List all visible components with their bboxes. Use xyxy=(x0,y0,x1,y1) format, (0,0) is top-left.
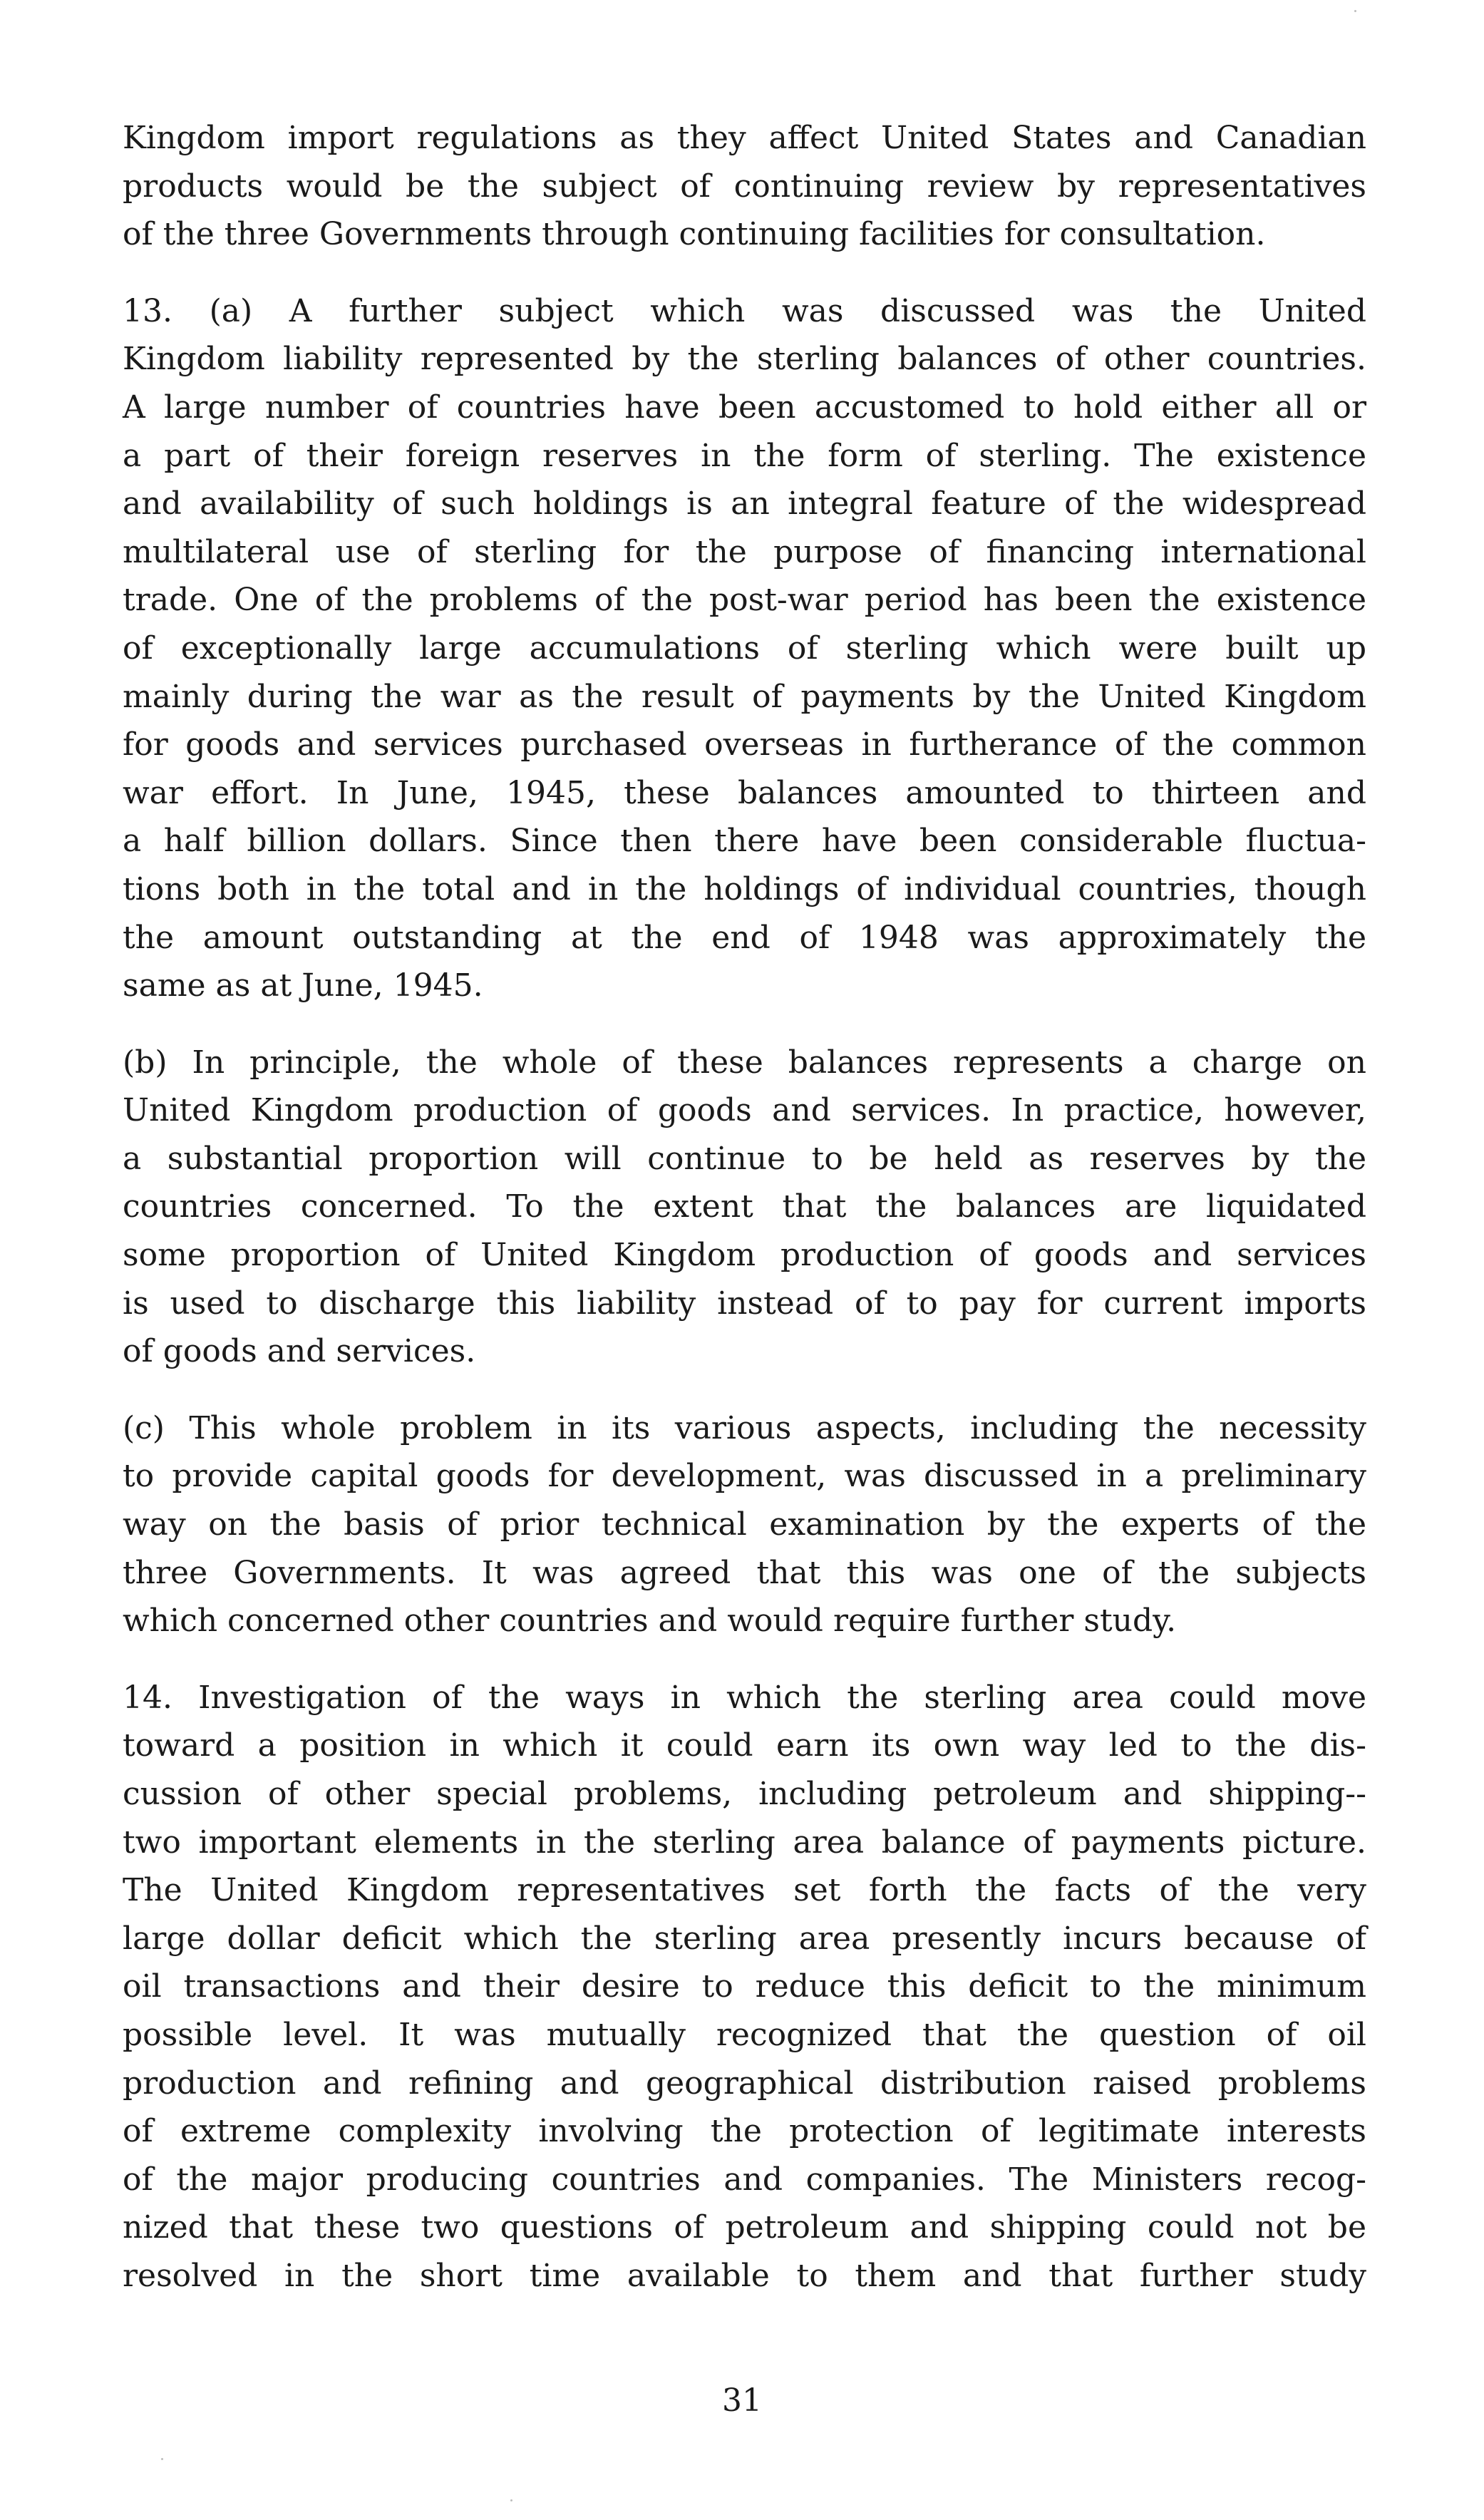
text-line: a half billion dollars. Since then there have been considerable fluctua- xyxy=(123,823,1366,860)
page-number: 31 xyxy=(722,2382,762,2419)
text-line: multilateral use of sterling for the purpose of financing international xyxy=(123,533,1366,570)
scan-speck xyxy=(161,2458,163,2460)
text-line: countries concerned. To the extent that the balances are liquidated xyxy=(123,1188,1366,1225)
text-line: for goods and services purchased overseas in furtherance of the common xyxy=(123,726,1366,763)
text-line: and availability of such holdings is an integral feature of the widespread xyxy=(123,485,1366,523)
text-line: Kingdom import regulations as they affect United States and Canadian xyxy=(123,120,1366,156)
text-line: to provide capital goods for development, was discussed in a preliminary xyxy=(123,1458,1366,1495)
text-line: of extreme complexity involving the protection of legitimate interests xyxy=(123,2113,1366,2150)
text-line: war effort. In June, 1945, these balances amounted to thirteen and xyxy=(123,774,1366,811)
text-line: which concerned other countries and would require further study. xyxy=(123,1603,1177,1640)
text-line: is used to discharge this liability instead of to pay for current imports xyxy=(123,1285,1366,1322)
text-line: (c) This whole problem in its various aspects, including the necessity xyxy=(123,1409,1366,1446)
paragraph-section-13a xyxy=(123,287,1366,1010)
text-line: United Kingdom production of goods and services. In practice, however, xyxy=(123,1092,1366,1129)
text-line: way on the basis of prior technical examination by the experts of the xyxy=(123,1506,1366,1543)
scan-speck xyxy=(510,2499,512,2501)
paragraph-section-13b xyxy=(123,1039,1366,1376)
text-line: of goods and services. xyxy=(123,1333,476,1370)
text-line: 14. Investigation of the ways in which the sterling area could move xyxy=(123,1679,1366,1716)
text-line: production and refining and geographical distribution raised problems xyxy=(123,2064,1366,2102)
text-line: cussion of other special problems, including petroleum and shipping-- xyxy=(123,1776,1366,1812)
document-body xyxy=(123,114,1366,2329)
text-line: of the three Governments through continuing facilities for consultation. xyxy=(123,216,1266,253)
paragraph-continuation xyxy=(123,114,1366,259)
text-line: 13. (a) A further subject which was discussed was the United xyxy=(123,292,1366,329)
text-line: a substantial proportion will continue to be held as reserves by the xyxy=(123,1140,1366,1177)
text-line: oil transactions and their desire to reduce this deficit to the minimum xyxy=(123,1968,1366,2005)
text-line: A large number of countries have been accustomed to hold either all or xyxy=(123,389,1366,426)
text-line: of the major producing countries and companies. The Ministers recog- xyxy=(123,2161,1366,2198)
text-line: large dollar deficit which the sterling area presently incurs because of xyxy=(123,1920,1366,1957)
paragraph-section-14 xyxy=(123,1674,1366,2300)
text-line: nized that these two questions of petroleum and shipping could not be xyxy=(123,2209,1366,2246)
text-line: the amount outstanding at the end of 1948 was approximately the xyxy=(123,919,1366,956)
text-line: a part of their foreign reserves in the form of sterling. The existence xyxy=(123,437,1366,474)
text-line: some proportion of United Kingdom production of goods and services xyxy=(123,1237,1366,1274)
text-line: possible level. It was mutually recognized that the question of oil xyxy=(123,2016,1366,2053)
text-line: mainly during the war as the result of payments by the United Kingdom xyxy=(123,678,1366,715)
text-line: two important elements in the sterling area balance of payments picture. xyxy=(123,1824,1366,1861)
text-line: of exceptionally large accumulations of sterling which were built up xyxy=(123,629,1366,667)
text-line: trade. One of the problems of the post-war period has been the existence xyxy=(123,582,1366,619)
text-line: tions both in the total and in the holdings of individual countries, though xyxy=(123,870,1366,907)
text-line: toward a position in which it could earn its own way led to the dis- xyxy=(123,1727,1366,1764)
text-line: three Governments. It was agreed that this was one of the subjects xyxy=(123,1554,1366,1591)
text-line: products would be the subject of continuing review by representatives xyxy=(123,168,1366,205)
scan-speck xyxy=(1354,10,1356,12)
text-line: Kingdom liability represented by the sterling balances of other countries. xyxy=(123,341,1366,378)
text-line: same as at June, 1945. xyxy=(123,967,483,1004)
text-line: The United Kingdom representatives set forth the facts of the very xyxy=(123,1872,1366,1909)
paragraph-section-13c xyxy=(123,1404,1366,1645)
text-line: (b) In principle, the whole of these balances represents a charge on xyxy=(123,1044,1366,1081)
text-line: resolved in the short time available to them and that further study xyxy=(123,2257,1366,2294)
